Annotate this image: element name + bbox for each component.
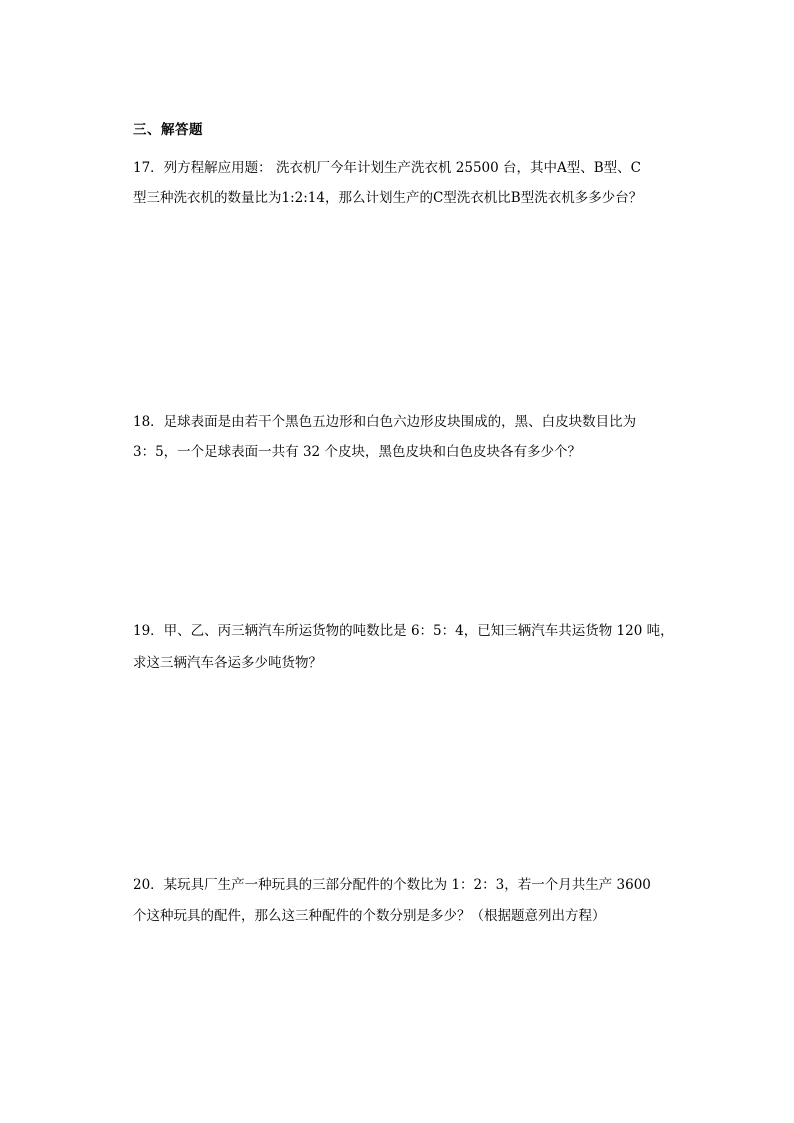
section-title: 三、解答题 <box>133 122 203 138</box>
question-20-line-2: 个这种玩具的配件，那么这三种配件的个数分别是多少？（根据题意列出方程） <box>133 908 606 924</box>
question-19-line-1: 19．甲、乙、丙三辆汽车所运货物的吨数比是 6：5：4，已知三辆汽车共运货物 120 吨， <box>133 623 674 639</box>
question-17-line-2: 型三种洗衣机的数量比为1:2:14，那么计划生产的C型洗衣机比B型洗衣机多多少台？ <box>133 190 643 206</box>
question-17-line-1: 17．列方程解应用题： 洗衣机厂今年计划生产洗衣机 25500 台，其中A型、B型、C <box>133 160 641 176</box>
question-18-line-1: 18．足球表面是由若干个黑色五边形和白色六边形皮块围成的，黑、白皮块数目比为 <box>133 414 637 430</box>
question-18-line-2: 3：5，一个足球表面一共有 32 个皮块，黑色皮块和白色皮块各有多少个？ <box>133 444 581 460</box>
question-20-line-1: 20．某玩具厂生产一种玩具的三部分配件的个数比为 1：2：3，若一个月共生产 3600 <box>133 877 651 893</box>
question-19-line-2: 求这三辆汽车各运多少吨货物？ <box>133 655 322 671</box>
